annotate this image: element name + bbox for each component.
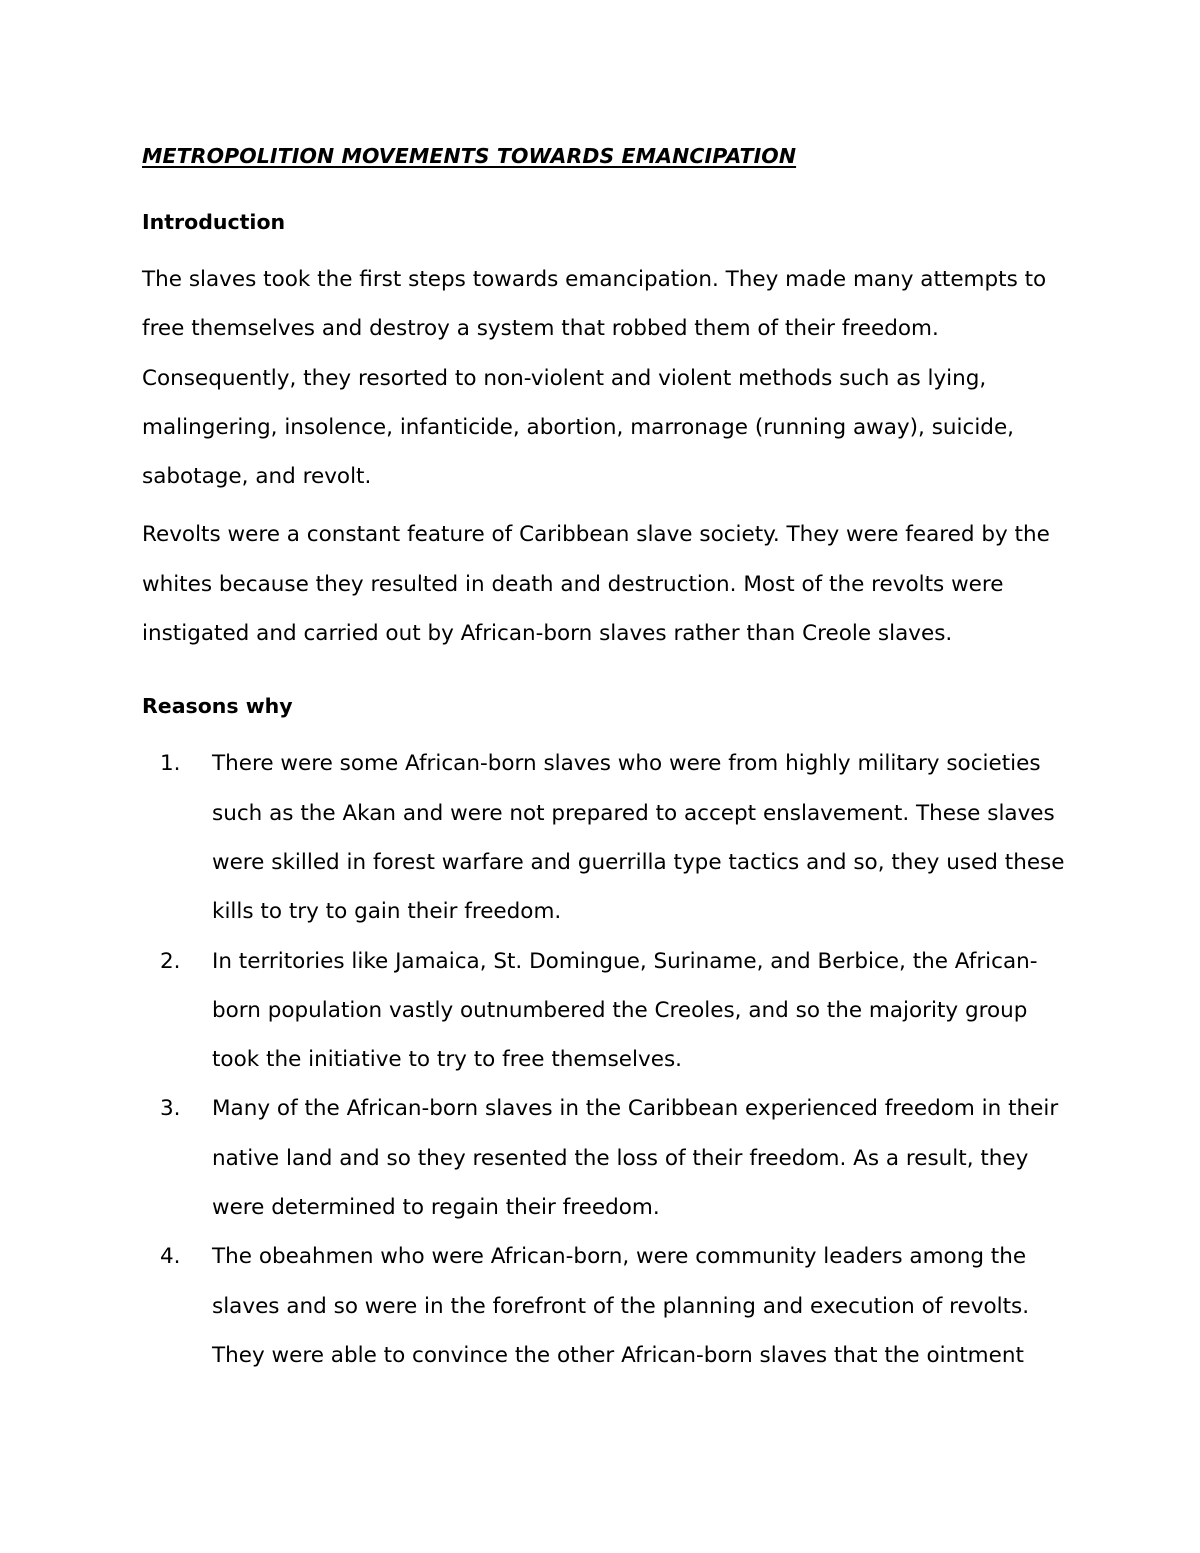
- reason-text: Many of the African-born slaves in the Caribbean experienced freedom in their native land and so they resented the loss of their freedom. As a result, they were determined to regain their freedom.: [212, 1096, 1059, 1221]
- reason-number: 4.: [160, 1244, 181, 1270]
- reason-item-2: [142, 937, 1067, 1085]
- reason-item-4: [142, 1232, 1067, 1380]
- reasons-heading: Reasons why: [142, 694, 293, 719]
- reasons-list: [142, 739, 1067, 1380]
- introduction-paragraph-1: The slaves took the first steps towards emancipation. They made many attempts to free themselves and destroy a system that robbed them of their freedom. Consequently, they resorted to non-violent and violent methods such as lying, malingering, insolence, infanticide, abortion, marronage (running away), suicide, sabotage, and revolt.: [142, 267, 1047, 490]
- reason-number: 2.: [160, 948, 181, 974]
- reason-text: The obeahmen who were African-born, were community leaders among the slaves and so were in the forefront of the planning and execution of revolts. They were able to convince the other African-born slaves that the ointment: [212, 1244, 1030, 1368]
- document-title: METROPOLITION MOVEMENTS TOWARDS EMANCIPATION: [142, 144, 797, 168]
- reason-text: In territories like Jamaica, St. Domingue, Suriname, and Berbice, the African-born population vastly outnumbered the Creoles, and so the majority group took the initiative to try to free themselves.: [212, 948, 1038, 1073]
- reason-number: 1.: [160, 751, 181, 777]
- introduction-paragraph-2: Revolts were a constant feature of Caribbean slave society. They were feared by the whites because they resulted in death and destruction. Most of the revolts were instigated and carried out by African-born slaves rather than Creole slaves.: [142, 522, 1050, 647]
- reason-item-3: [142, 1084, 1067, 1232]
- document-body: [142, 140, 1067, 1380]
- reason-number: 3.: [160, 1096, 181, 1122]
- reason-text: There were some African-born slaves who were from highly military societies such as the Akan and were not prepared to accept enslavement. These slaves were skilled in forest warfare and guerrilla type tactics and so, they used these kills to try to gain their freedom.: [212, 751, 1065, 925]
- introduction-heading: Introduction: [142, 210, 286, 234]
- reason-item-1: [142, 739, 1067, 936]
